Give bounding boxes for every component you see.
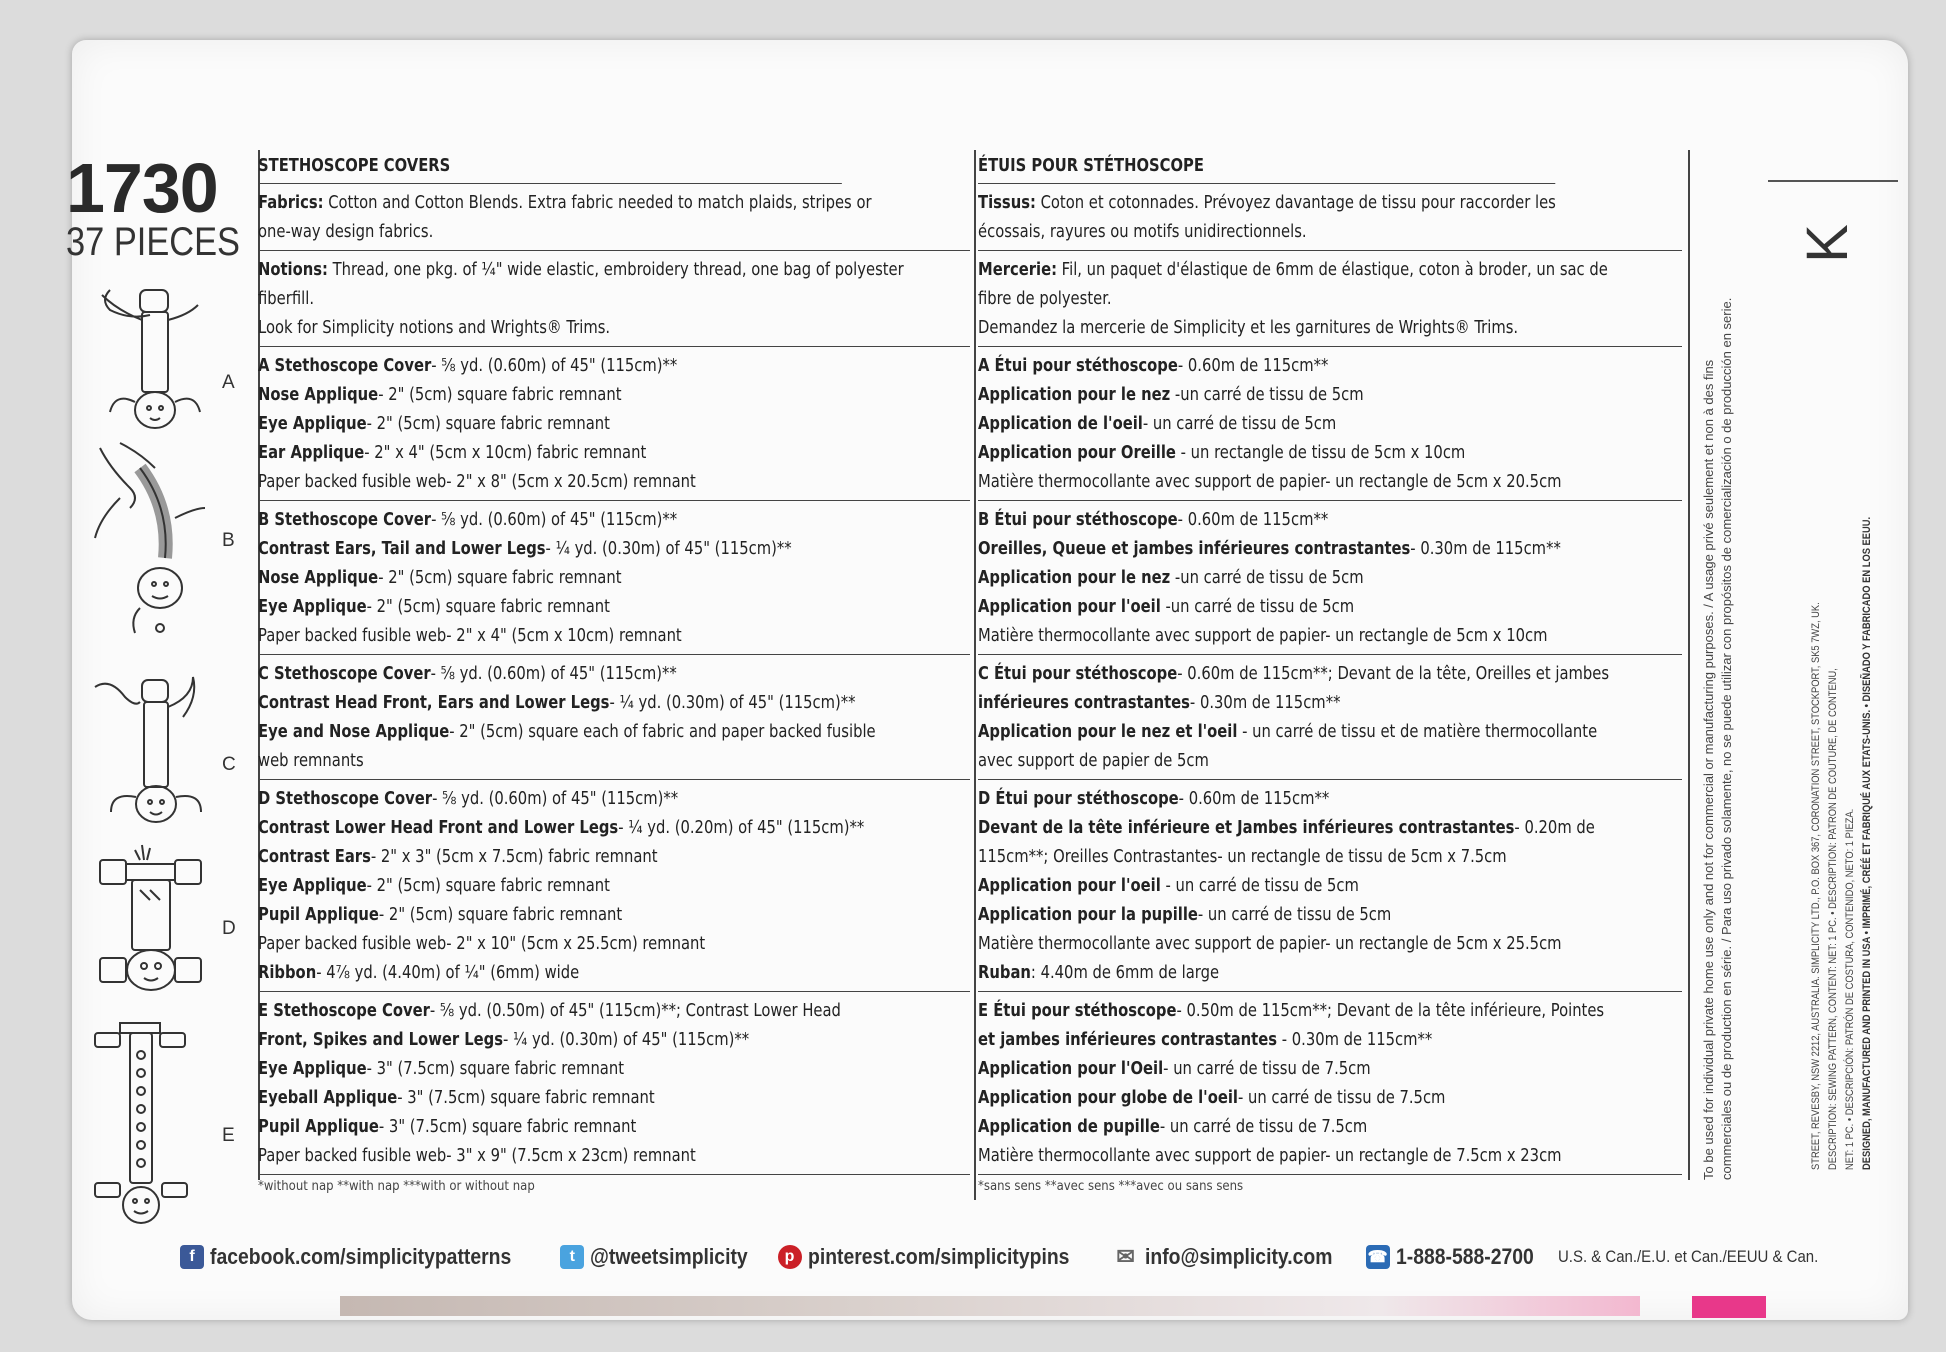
requirement-label: Application pour globe de l'oeil xyxy=(978,1087,1238,1108)
requirement-label: Nose Applique xyxy=(258,384,379,405)
requirement-text: - un carré de tissu de 7.5cm xyxy=(1163,1058,1371,1079)
requirement-text: - ⅝ yd. (0.60m) of 45" (115cm)** xyxy=(432,788,679,809)
requirement-line xyxy=(978,842,1682,871)
french-block-2 xyxy=(978,347,1682,501)
french-block-6 xyxy=(978,992,1682,1175)
requirement-text: - ¼ yd. (0.30m) of 45" (115cm)** xyxy=(609,692,856,713)
requirement-line xyxy=(978,929,1682,958)
pinterest-url: pinterest.com/simplicitypins xyxy=(807,1244,1069,1269)
requirement-line xyxy=(978,1025,1682,1054)
requirement-text: Paper backed fusible web- 2" x 4" (5cm x 10cm) remnant xyxy=(258,625,682,646)
requirement-text: Paper backed fusible web- 2" x 8" (5cm x 20.5cm) remnant xyxy=(258,471,696,492)
email-link[interactable] xyxy=(1113,1244,1358,1270)
french-block-0 xyxy=(978,184,1682,251)
requirement-text: -un carré de tissu de 5cm xyxy=(1170,567,1364,588)
french-title: ÉTUIS POUR STÉTHOSCOPE xyxy=(978,148,1555,184)
requirement-line xyxy=(978,900,1682,929)
requirement-text: - ⅝ yd. (0.60m) of 45" (115cm)** xyxy=(430,663,677,684)
requirement-label: Mercerie: xyxy=(978,259,1057,280)
requirement-text: Matière thermocollante avec support de papier- un rectangle de 5cm x 25.5cm xyxy=(978,933,1562,954)
requirement-text: Coton et cotonnades. Prévoyez davantage de tissu pour raccorder les xyxy=(1035,192,1556,213)
requirement-text: - un rectangle de tissu de 5cm x 10cm xyxy=(1175,442,1466,463)
requirement-line xyxy=(978,621,1682,650)
view-letter-c: C xyxy=(222,754,236,775)
requirement-text: avec support de papier de 5cm xyxy=(978,750,1209,771)
french-blocks xyxy=(978,184,1682,1175)
french-footnote: *sans sens **avec sens ***avec ou sans sens xyxy=(978,1179,1244,1194)
requirement-line xyxy=(258,505,970,534)
requirement-line xyxy=(258,438,970,467)
requirement-label: D Étui pour stéthoscope xyxy=(978,788,1179,809)
french-block-4 xyxy=(978,655,1682,780)
requirement-text: -un carré de tissu de 5cm xyxy=(1160,596,1355,617)
facebook-icon: f xyxy=(180,1245,204,1269)
requirement-line xyxy=(978,188,1682,217)
table-right-border xyxy=(1688,150,1690,1180)
email-address: info@simplicity.com xyxy=(1144,1244,1332,1269)
requirement-line xyxy=(978,351,1682,380)
requirement-line xyxy=(258,871,970,900)
requirement-line xyxy=(258,592,970,621)
requirement-label: Eyeball Applique xyxy=(258,1087,398,1108)
view-b-drawing xyxy=(80,438,250,618)
requirement-line xyxy=(258,188,970,217)
english-block-6 xyxy=(258,992,970,1175)
requirement-label: Application de pupille xyxy=(978,1116,1160,1137)
phone-icon: ☎ xyxy=(1366,1245,1390,1269)
facebook-link[interactable] xyxy=(180,1244,552,1270)
requirement-text: - 0.30m de 115cm** xyxy=(1410,538,1561,559)
pinterest-link[interactable] xyxy=(778,1244,1105,1270)
view-a-drawing xyxy=(80,280,250,440)
requirement-line xyxy=(978,1112,1682,1141)
english-block-1 xyxy=(258,251,970,347)
requirement-line xyxy=(978,996,1682,1025)
requirement-text: - 0.60m de 115cm** xyxy=(1178,788,1330,809)
requirement-label: Eye Applique xyxy=(258,596,367,617)
requirement-label: C Étui pour stéthoscope xyxy=(978,663,1178,684)
requirement-label: Ruban xyxy=(978,962,1031,983)
requirement-line xyxy=(258,563,970,592)
address-line-3: NET: 1 PC. • DESCRIPCIÓN: PATRÓN DE COSTURA, CONTENIDO, NETO: 1 PIEZA. xyxy=(1844,808,1856,1170)
view-letter-d: D xyxy=(222,918,236,939)
view-c-drawing xyxy=(80,672,250,832)
requirement-line xyxy=(978,1083,1682,1112)
requirement-text: 115cm**; Oreilles Contrastantes- un rectangle de tissu de 5cm x 7.5cm xyxy=(978,846,1507,867)
requirement-label: Eye Applique xyxy=(258,1058,367,1079)
english-blocks xyxy=(258,184,970,1175)
requirement-label: Contrast Head Front, Ears and Lower Legs xyxy=(258,692,610,713)
requirement-line xyxy=(258,467,970,496)
requirement-text: - 2" (5cm) square fabric remnant xyxy=(378,567,622,588)
requirement-text: - ⅝ yd. (0.50m) of 45" (115cm)**; Contrast Lower Head xyxy=(429,1000,841,1021)
requirement-label: Contrast Ears xyxy=(258,846,371,867)
requirement-label: E Stethoscope Cover xyxy=(258,1000,430,1021)
english-title: STETHOSCOPE COVERS xyxy=(258,148,842,184)
requirement-label: Application pour l'oeil xyxy=(978,596,1161,617)
requirement-line xyxy=(978,505,1682,534)
twitter-handle: @tweetsimplicity xyxy=(590,1244,748,1269)
requirement-line xyxy=(978,746,1682,775)
requirement-line xyxy=(978,958,1682,987)
requirement-text: - 3" (7.5cm) square fabric remnant xyxy=(378,1116,637,1137)
requirement-text: - 2" x 3" (5cm x 7.5cm) fabric remnant xyxy=(370,846,658,867)
english-block-5 xyxy=(258,780,970,992)
french-requirements-column xyxy=(978,148,1682,1194)
view-e-drawing xyxy=(80,1015,250,1225)
requirement-line xyxy=(258,929,970,958)
requirement-label: B Étui pour stéthoscope xyxy=(978,509,1178,530)
requirement-text: - 0.60m de 115cm**; Devant de la tête, Oreilles et jambes xyxy=(1177,663,1610,684)
requirement-label: Devant de la tête inférieure et Jambes inférieures contrastantes xyxy=(978,817,1515,838)
requirement-line xyxy=(258,688,970,717)
requirement-line xyxy=(978,534,1682,563)
french-block-5 xyxy=(978,780,1682,992)
requirement-label: Front, Spikes and Lower Legs xyxy=(258,1029,504,1050)
requirement-text: - 0.30m de 115cm** xyxy=(1277,1029,1433,1050)
requirement-line xyxy=(258,380,970,409)
requirement-text: Matière thermocollante avec support de papier- un rectangle de 5cm x 10cm xyxy=(978,625,1548,646)
phone-link[interactable] xyxy=(1366,1244,1854,1270)
requirement-text: Paper backed fusible web- 3" x 9" (7.5cm x 23cm) remnant xyxy=(258,1145,696,1166)
requirement-label: Pupil Applique xyxy=(258,1116,379,1137)
requirement-line xyxy=(258,1054,970,1083)
french-block-1 xyxy=(978,251,1682,347)
requirement-line xyxy=(258,842,970,871)
requirement-label: Application pour l'Oeil xyxy=(978,1058,1164,1079)
requirement-line xyxy=(978,284,1682,313)
requirement-line xyxy=(258,900,970,929)
requirement-line xyxy=(978,592,1682,621)
requirement-text: - un carré de tissu de 5cm xyxy=(1142,413,1337,434)
requirement-line xyxy=(258,958,970,987)
english-block-2 xyxy=(258,347,970,501)
requirement-text: - 4⅞ yd. (4.40m) of ¼" (6mm) wide xyxy=(316,962,580,983)
pattern-pieces-count: 37 PIECES xyxy=(66,220,241,264)
requirement-text: - 2" (5cm) square each of fabric and paper backed fusible xyxy=(449,721,876,742)
requirement-line xyxy=(978,659,1682,688)
phone-number: 1-888-588-2700 xyxy=(1395,1244,1534,1269)
requirement-text: Paper backed fusible web- 2" x 10" (5cm x 25.5cm) remnant xyxy=(258,933,706,954)
requirement-line xyxy=(978,1054,1682,1083)
requirement-label: Application pour le nez et l'oeil xyxy=(978,721,1238,742)
requirement-line xyxy=(258,1112,970,1141)
requirement-line xyxy=(258,351,970,380)
requirement-line xyxy=(258,534,970,563)
requirement-text: Matière thermocollante avec support de papier- un rectangle de 5cm x 20.5cm xyxy=(978,471,1562,492)
requirement-text: - 2" (5cm) square fabric remnant xyxy=(366,413,610,434)
requirement-text: écossais, rayures ou motifs unidirectionnels. xyxy=(978,221,1307,242)
requirement-label: Contrast Ears, Tail and Lower Legs xyxy=(258,538,546,559)
requirement-label: Oreilles, Queue et jambes inférieures contrastantes xyxy=(978,538,1411,559)
view-letter-a: A xyxy=(222,372,235,393)
requirement-label: Notions: xyxy=(258,259,328,280)
requirement-line xyxy=(978,313,1682,342)
requirement-text: - ⅝ yd. (0.60m) of 45" (115cm)** xyxy=(431,509,678,530)
english-block-0 xyxy=(258,184,970,251)
requirement-line xyxy=(258,217,970,246)
legal-line-1: To be used for individual private home use only and not for commercial or manufacturing purposes. / A usage privé seulement et non à des fins xyxy=(1701,359,1716,1180)
requirement-line xyxy=(258,717,970,746)
requirement-text: - 0.60m de 115cm** xyxy=(1177,355,1329,376)
requirement-line xyxy=(258,621,970,650)
requirement-line xyxy=(978,871,1682,900)
envelope-bottom-strip xyxy=(340,1296,1640,1316)
requirement-text: - 0.60m de 115cm** xyxy=(1177,509,1329,530)
requirement-line xyxy=(978,688,1682,717)
requirement-text: - 2" x 4" (5cm x 10cm) fabric remnant xyxy=(364,442,647,463)
requirement-text: one-way design fabrics. xyxy=(258,221,434,242)
requirement-text: - un carré de tissu de 5cm xyxy=(1160,875,1359,896)
requirement-line xyxy=(258,284,970,313)
requirement-label: Application pour le nez xyxy=(978,384,1171,405)
envelope-icon: ✉ xyxy=(1116,1244,1135,1269)
address-line-2: DESCRIPTION: SEWING PATTERN, CONTENT: NET: 1 PC. • DESCRIPTION: PATRON DE COUTURE, DE CONTENU, xyxy=(1827,668,1839,1170)
requirement-text: - 2" (5cm) square fabric remnant xyxy=(378,904,623,925)
requirement-line xyxy=(258,746,970,775)
requirement-line xyxy=(978,1141,1682,1170)
requirement-line xyxy=(978,784,1682,813)
requirement-line xyxy=(258,313,970,342)
requirement-text: - ¼ yd. (0.20m) of 45" (115cm)** xyxy=(618,817,865,838)
requirement-line xyxy=(978,717,1682,746)
requirement-text: - ⅝ yd. (0.60m) of 45" (115cm)** xyxy=(431,355,678,376)
requirement-line xyxy=(978,255,1682,284)
requirement-line xyxy=(978,380,1682,409)
requirement-label: inférieures contrastantes xyxy=(978,692,1190,713)
requirement-text: - 0.30m de 115cm** xyxy=(1189,692,1341,713)
address-line-1: STREET, REVESBY, NSW 2212, AUSTRALIA. SIMPLICITY LTD., P.O. BOX 367, CORONATION STREET, STOCKPORT, SK5 7WZ, UK. xyxy=(1810,602,1822,1170)
requirement-text: - 0.20m de xyxy=(1514,817,1595,838)
requirement-line xyxy=(978,409,1682,438)
requirement-label: Tissus: xyxy=(978,192,1036,213)
requirement-text: - 0.50m de 115cm**; Devant de la tête inférieure, Pointes xyxy=(1176,1000,1605,1021)
requirement-text: Look for Simplicity notions and Wrights® Trims. xyxy=(258,317,611,338)
requirement-label: C Stethoscope Cover xyxy=(258,663,431,684)
requirement-label: Eye Applique xyxy=(258,875,367,896)
requirement-text: Fil, un paquet d'élastique de 6mm de élastique, coton à broder, un sac de xyxy=(1056,259,1608,280)
requirement-label: Contrast Lower Head Front and Lower Legs xyxy=(258,817,619,838)
requirement-text: - un carré de tissu de 7.5cm xyxy=(1159,1116,1368,1137)
requirement-line xyxy=(978,563,1682,592)
legal-line-2: commerciales ou de production en série. / Para uso privado solamente, no se puede utilizar con propósitos de comercialización o de producción en serie. xyxy=(1719,297,1734,1180)
requirement-label: A Stethoscope Cover xyxy=(258,355,432,376)
requirement-text: - un carré de tissu de 5cm xyxy=(1197,904,1392,925)
table-middle-divider xyxy=(974,150,976,1200)
requirement-text: Demandez la mercerie de Simplicity et les garnitures de Wrights® Trims. xyxy=(978,317,1519,338)
requirement-label: E Étui pour stéthoscope xyxy=(978,1000,1177,1021)
requirement-label: Application pour Oreille xyxy=(978,442,1176,463)
requirement-text: - 2" (5cm) square fabric remnant xyxy=(366,875,610,896)
view-d-drawing xyxy=(80,840,250,1000)
requirement-line xyxy=(978,813,1682,842)
requirement-label: Application pour l'oeil xyxy=(978,875,1161,896)
requirement-line xyxy=(258,1025,970,1054)
requirement-line xyxy=(258,255,970,284)
requirement-label: Nose Applique xyxy=(258,567,379,588)
english-block-4 xyxy=(258,655,970,780)
requirement-text: - ¼ yd. (0.30m) of 45" (115cm)** xyxy=(503,1029,750,1050)
requirement-text: -un carré de tissu de 5cm xyxy=(1170,384,1364,405)
requirement-label: Eye and Nose Applique xyxy=(258,721,450,742)
requirement-label: Fabrics: xyxy=(258,192,324,213)
twitter-link[interactable] xyxy=(560,1244,769,1270)
requirement-text: - un carré de tissu de 7.5cm xyxy=(1237,1087,1446,1108)
pattern-number: 1730 xyxy=(66,149,218,227)
size-code: K xyxy=(1794,224,1860,263)
legal-notice xyxy=(1700,180,1736,1180)
english-block-3 xyxy=(258,501,970,655)
requirement-text: - 2" (5cm) square fabric remnant xyxy=(378,384,622,405)
requirement-text: - 3" (7.5cm) square fabric remnant xyxy=(397,1087,655,1108)
requirement-text: Cotton and Cotton Blends. Extra fabric needed to match plaids, stripes or xyxy=(323,192,872,213)
requirement-line xyxy=(258,996,970,1025)
french-block-3 xyxy=(978,501,1682,655)
requirement-text: - un carré de tissu et de matière thermocollante xyxy=(1237,721,1598,742)
requirement-line xyxy=(258,409,970,438)
requirement-label: Application de l'oeil xyxy=(978,413,1143,434)
requirement-label: D Stethoscope Cover xyxy=(258,788,433,809)
requirement-label: A Étui pour stéthoscope xyxy=(978,355,1178,376)
english-footnote: *without nap **with nap ***with or without nap xyxy=(258,1179,535,1194)
requirement-text: - 3" (7.5cm) square fabric remnant xyxy=(366,1058,624,1079)
requirement-line xyxy=(258,813,970,842)
phone-region: U.S. & Can./E.U. et Can./EEUU & Can. xyxy=(1558,1247,1819,1266)
requirement-line xyxy=(978,438,1682,467)
english-requirements-column xyxy=(258,148,970,1194)
view-letter-e: E xyxy=(222,1125,235,1146)
requirement-label: et jambes inférieures contrastantes xyxy=(978,1029,1278,1050)
requirement-text: : 4.40m de 6mm de large xyxy=(1030,962,1220,983)
requirement-label: Ribbon xyxy=(258,962,317,983)
address-line-4: DESIGNED, MANUFACTURED AND PRINTED IN USA • IMPRIMÉ, CRÉÉ ET FABRIQUÉ AUX ETATS-UNIS. • DISEÑADO Y FABRICADO EN LOS EEUU. xyxy=(1861,516,1873,1170)
requirement-label: Ear Applique xyxy=(258,442,365,463)
requirement-label: Application pour la pupille xyxy=(978,904,1198,925)
twitter-icon: t xyxy=(560,1245,584,1269)
requirement-line xyxy=(258,659,970,688)
pinterest-icon: p xyxy=(778,1245,802,1269)
view-letter-b: B xyxy=(222,530,235,551)
requirement-label: Eye Applique xyxy=(258,413,367,434)
requirement-text: - ¼ yd. (0.30m) of 45" (115cm)** xyxy=(545,538,792,559)
requirement-label: Pupil Applique xyxy=(258,904,379,925)
contact-footer xyxy=(180,1238,1819,1276)
requirement-text: Thread, one pkg. of ¼" wide elastic, embroidery thread, one bag of polyester xyxy=(327,259,904,280)
requirement-line xyxy=(258,784,970,813)
requirement-text: fibre de polyester. xyxy=(978,288,1112,309)
requirement-text: fiberfill. xyxy=(258,288,315,309)
requirement-text: web remnants xyxy=(258,750,364,771)
requirement-label: B Stethoscope Cover xyxy=(258,509,432,530)
requirement-text: - 2" (5cm) square fabric remnant xyxy=(366,596,610,617)
facebook-url: facebook.com/simplicitypatterns xyxy=(210,1244,512,1269)
requirement-line xyxy=(258,1083,970,1112)
pink-color-tab xyxy=(1692,1296,1766,1318)
requirement-line xyxy=(978,467,1682,496)
requirement-line xyxy=(978,217,1682,246)
requirement-text: Matière thermocollante avec support de papier- un rectangle de 7.5cm x 23cm xyxy=(978,1145,1562,1166)
manufacturer-address xyxy=(1808,170,1876,1170)
requirement-line xyxy=(258,1141,970,1170)
requirement-label: Application pour le nez xyxy=(978,567,1171,588)
